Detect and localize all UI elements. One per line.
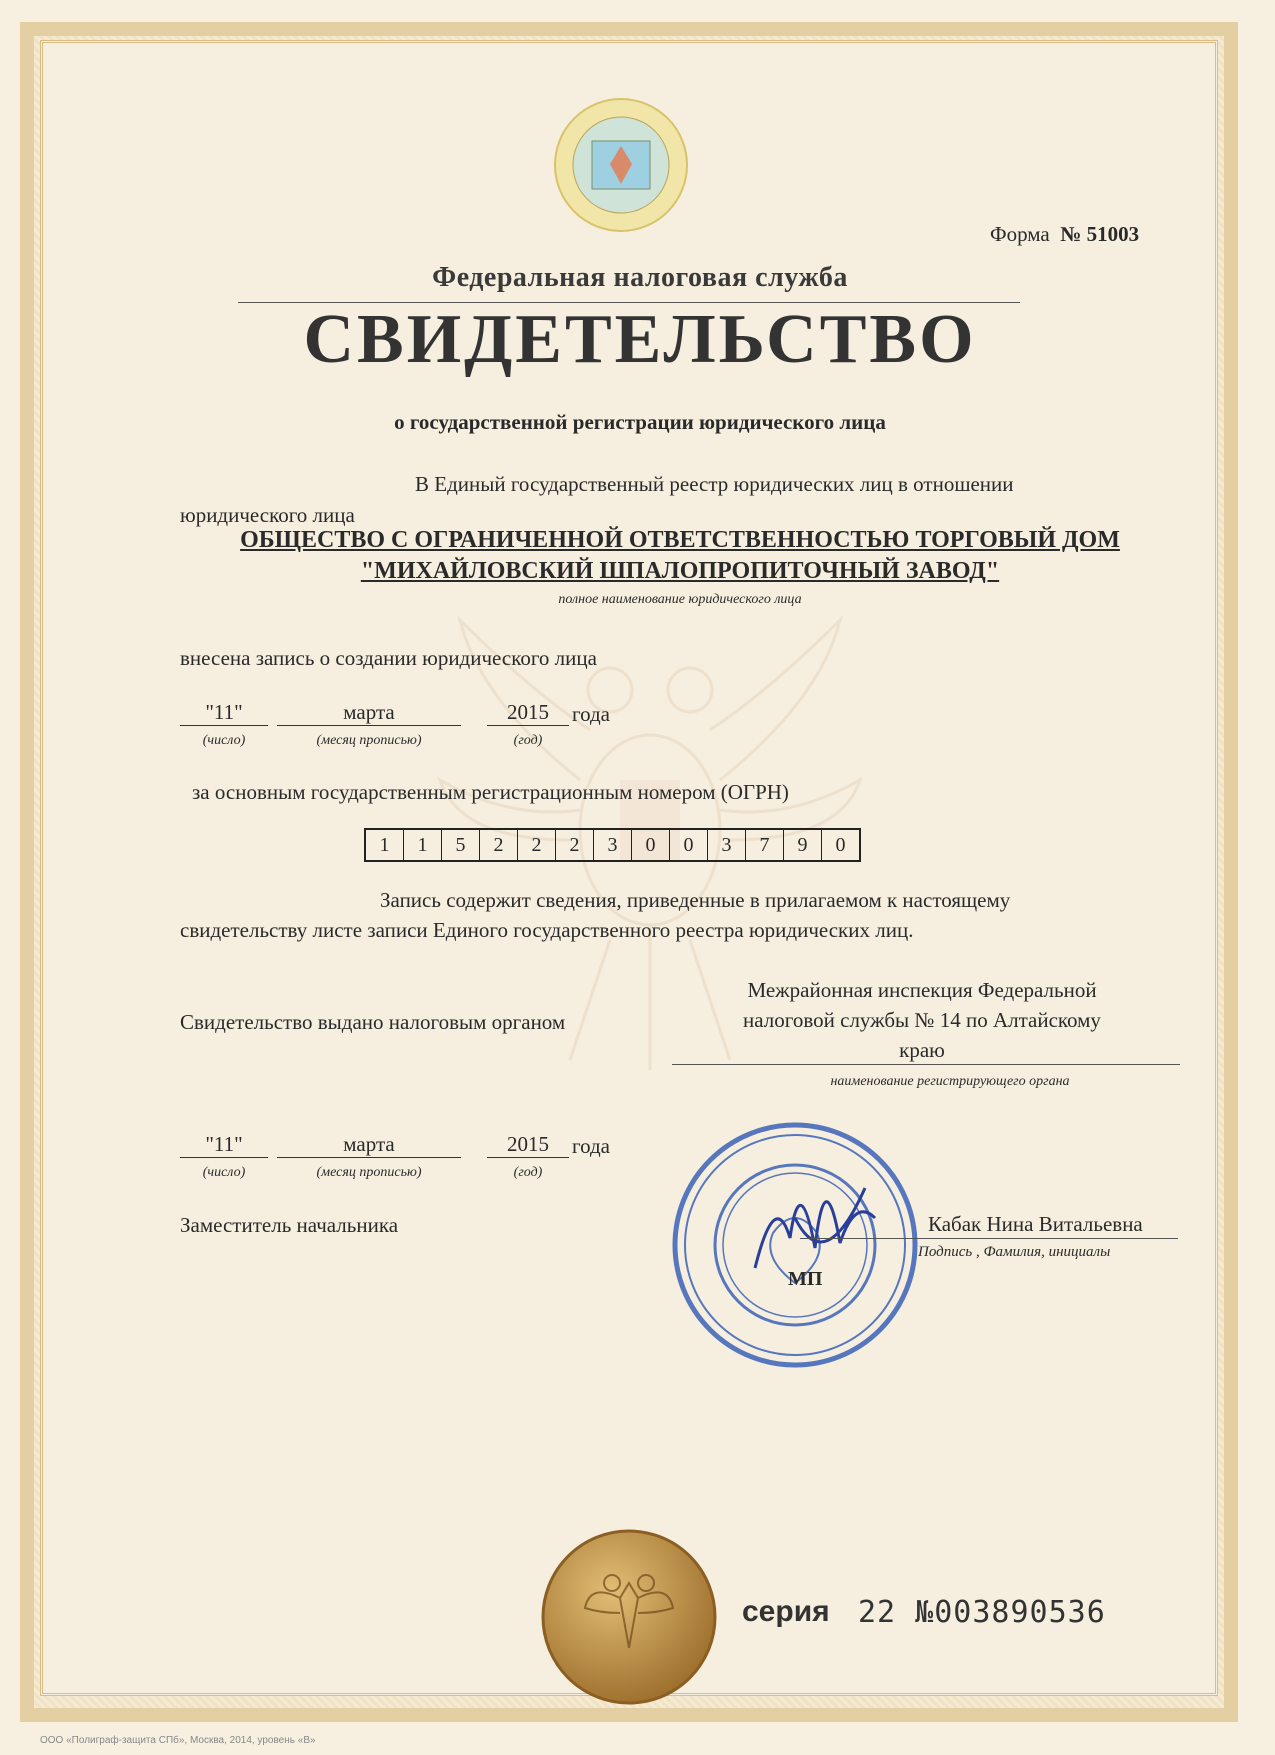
series-number: 22 №003890536: [858, 1595, 1106, 1630]
agency-name: Федеральная налоговая служба: [432, 262, 848, 293]
company-caption: полное наименование юридического лица: [558, 592, 802, 607]
date2-day: "11": [180, 1132, 268, 1158]
form-code: № 51003: [1060, 222, 1140, 246]
date1-month: марта: [277, 700, 461, 726]
ogrn-digit: 5: [442, 830, 480, 860]
form-label: Форма: [990, 222, 1050, 246]
ogrn-digit: 3: [708, 830, 746, 860]
ogrn-digit: 1: [366, 830, 404, 860]
signature-caption: Подпись , Фамилия, инициалы: [918, 1244, 1111, 1260]
issuer-line-2: налоговой службы № 14 по Алтайскому: [743, 1008, 1101, 1032]
date1-day-caption: (число): [202, 733, 246, 748]
ogrn-digit: 7: [746, 830, 784, 860]
ogrn-digit: 9: [784, 830, 822, 860]
printer-footer: ООО «Полиграф-защита СПб», Москва, 2014, уровень «В»: [40, 1735, 316, 1746]
ogrn-digit: 1: [404, 830, 442, 860]
ogrn-digit: 0: [670, 830, 708, 860]
series-label: серия: [742, 1595, 830, 1628]
date1-year-caption: (год): [513, 733, 543, 748]
form-number: [990, 222, 1139, 247]
gold-seal-icon: [540, 1528, 718, 1706]
company-name-line-2: "МИХАЙЛОВСКИЙ ШПАЛОПРОПИТОЧНЫЙ ЗАВОД": [360, 558, 1000, 584]
record-line-1: Запись содержит сведения, приведенные в прилагаемом к настоящему: [380, 888, 1011, 912]
signature-line: [800, 1238, 1178, 1239]
ogrn-digit: 0: [835, 834, 846, 856]
date2-year: 2015: [487, 1132, 569, 1158]
ogrn-digit: 2: [480, 830, 518, 860]
page-title: СВИДЕТЕЛЬСТВО: [303, 301, 977, 378]
page-subtitle: о государственной регистрации юридического лица: [394, 410, 886, 434]
date2-month: марта: [277, 1132, 461, 1158]
date1-day: "11": [180, 700, 268, 726]
ogrn-text: за основным государственным регистрационным номером (ОГРН): [192, 780, 789, 804]
issuer-underline: [672, 1064, 1180, 1065]
hologram-seal-icon: [552, 96, 690, 234]
issuer-line-3: краю: [899, 1038, 945, 1062]
issuer-caption: наименование регистрирующего органа: [830, 1074, 1070, 1089]
ogrn-digit: 2: [556, 830, 594, 860]
date2-month-caption: (месяц прописью): [316, 1165, 422, 1180]
date2-day-caption: (число): [202, 1165, 246, 1180]
position-title: Заместитель начальника: [180, 1213, 399, 1237]
signatory-name: Кабак Нина Витальевна: [928, 1212, 1143, 1236]
intro-line-1: В Единый государственный реестр юридических лиц в отношении: [415, 472, 1014, 496]
date1-year: 2015: [487, 700, 569, 726]
ogrn-number: [364, 828, 861, 862]
issued-by-label: Свидетельство выдано налоговым органом: [180, 1010, 566, 1034]
ogrn-digit: 0: [632, 830, 670, 860]
stamp-mark: МП: [788, 1268, 823, 1290]
intro-line-2: юридического лица: [180, 503, 355, 527]
date2-suffix: года: [572, 1134, 610, 1158]
company-name-line-1: ОБЩЕСТВО С ОГРАНИЧЕННОЙ ОТВЕТСТВЕННОСТЬЮ ТОРГОВЫЙ ДОМ: [240, 527, 1120, 553]
ogrn-digit: 2: [518, 830, 556, 860]
entry-text: внесена запись о создании юридического лица: [180, 646, 597, 670]
ogrn-digit: 3: [594, 830, 632, 860]
date1-suffix: года: [572, 702, 610, 726]
issuer-line-1: Межрайонная инспекция Федеральной: [747, 978, 1097, 1002]
date2-year-caption: (год): [513, 1165, 543, 1180]
record-line-2: свидетельству листе записи Единого государственного реестра юридических лиц.: [180, 918, 914, 942]
date1-month-caption: (месяц прописью): [316, 733, 422, 748]
